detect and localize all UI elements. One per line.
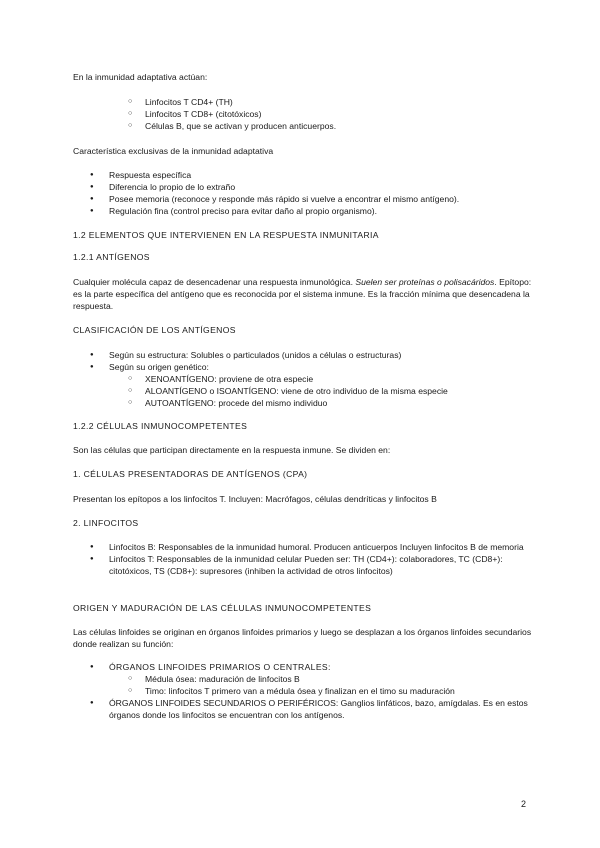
organos-list xyxy=(73,661,533,721)
caracteristica-list xyxy=(73,169,533,217)
antigenos-text-1: Cualquier molécula capaz de desencadenar una respuesta inmunológica. xyxy=(73,277,356,287)
clasificacion-list xyxy=(73,349,533,409)
list-item: ○ Linfocitos T CD8+ (citotóxicos) xyxy=(73,108,533,120)
caracteristica-title: Característica exclusivas de la inmunidad adaptativa xyxy=(73,146,274,156)
inmuno-intro: Son las células que participan directamente en la respuesta inmune. Se dividen en: xyxy=(73,445,391,455)
actuan-list xyxy=(73,96,533,132)
list-item: ● ÓRGANOS LINFOIDES SECUNDARIOS O PERIFÉRICOS: Ganglios linfáticos, bazo, amígdalas. Es en estos órganos donde los linfocitos se encuentran con los antígenos. xyxy=(73,697,533,721)
list-item: ○ AUTOANTÍGENO: procede del mismo individuo xyxy=(73,397,533,409)
list-item: ● Respuesta específica xyxy=(73,169,533,181)
cpa-text: Presentan los epítopos a los linfocitos T. Incluyen: Macrófagos, células dendríticas y linfocitos B xyxy=(73,494,437,504)
list-item: ○ Timo: linfocitos T primero van a médula ósea y finalizan en el timo su maduración xyxy=(73,685,533,697)
antigenos-paragraph xyxy=(73,276,533,312)
list-item: ● Posee memoria (reconoce y responde más rápido si vuelve a encontrar el mismo antígeno). xyxy=(73,193,533,205)
list-item: ● Según su origen genético: xyxy=(73,361,533,373)
list-item: ○ Linfocitos T CD4+ (TH) xyxy=(73,96,533,108)
list-item: ● ÓRGANOS LINFOIDES PRIMARIOS O CENTRALES: xyxy=(73,661,533,673)
intro-adaptativa: En la inmunidad adaptativa actúan: xyxy=(73,72,208,82)
heading-1-2-2: 1.2.2 CÉLULAS INMUNOCOMPETENTES xyxy=(73,421,248,431)
heading-1-2-1: 1.2.1 ANTÍGENOS xyxy=(73,252,150,262)
list-item: ● Linfocitos B: Responsables de la inmunidad humoral. Producen anticuerpos Incluyen linfocitos B de memoria xyxy=(73,541,533,553)
list-item: ● Regulación fina (control preciso para evitar daño al propio organismo). xyxy=(73,205,533,217)
list-item: ○ Médula ósea: maduración de linfocitos B xyxy=(73,673,533,685)
list-item: ● Diferencia lo propio de lo extraño xyxy=(73,181,533,193)
list-item: ○ Células B, que se activan y producen anticuerpos. xyxy=(73,120,533,132)
clasificacion-title: CLASIFICACIÓN DE LOS ANTÍGENOS xyxy=(73,325,236,335)
antigenos-text-2: . Epítopo: es la parte específica del antígeno que es reconocida por el sistema inmune. Es la fracción mínima que desencadena la respuesta. xyxy=(73,277,532,311)
linfocitos-title: 2. LINFOCITOS xyxy=(73,518,139,528)
origen-title: ORIGEN Y MADURACIÓN DE LAS CÉLULAS INMUNOCOMPETENTES xyxy=(73,603,372,613)
heading-1-2: 1.2 ELEMENTOS QUE INTERVIENEN EN LA RESPUESTA INMUNITARIA xyxy=(73,230,379,240)
page-number: 2 xyxy=(521,799,527,809)
list-item: ○ ALOANTÍGENO o ISOANTÍGENO: viene de otro individuo de la misma especie xyxy=(73,385,533,397)
list-item: ● Según su estructura: Solubles o particulados (unidos a células o estructuras) xyxy=(73,349,533,361)
cpa-title: 1. CÉLULAS PRESENTADORAS DE ANTÍGENOS (CPA) xyxy=(73,469,308,479)
origen-text: Las células linfoides se originan en órganos linfoides primarios y luego se desplazan a los órganos linfoides secundarios donde realizan su función: xyxy=(73,627,532,649)
linfocitos-list xyxy=(73,541,533,577)
list-item: ○ XENOANTÍGENO: proviene de otra especie xyxy=(73,373,533,385)
list-item: ● Linfocitos T: Responsables de la inmunidad celular Pueden ser: TH (CD4+): colaboradores, TC (CD8+): citotóxicos, TS (CD8+): supresores (inhiben la actividad de otros linfocitos) xyxy=(73,553,533,577)
antigenos-italic: Suelen ser proteínas o polisacáridos xyxy=(355,277,495,287)
